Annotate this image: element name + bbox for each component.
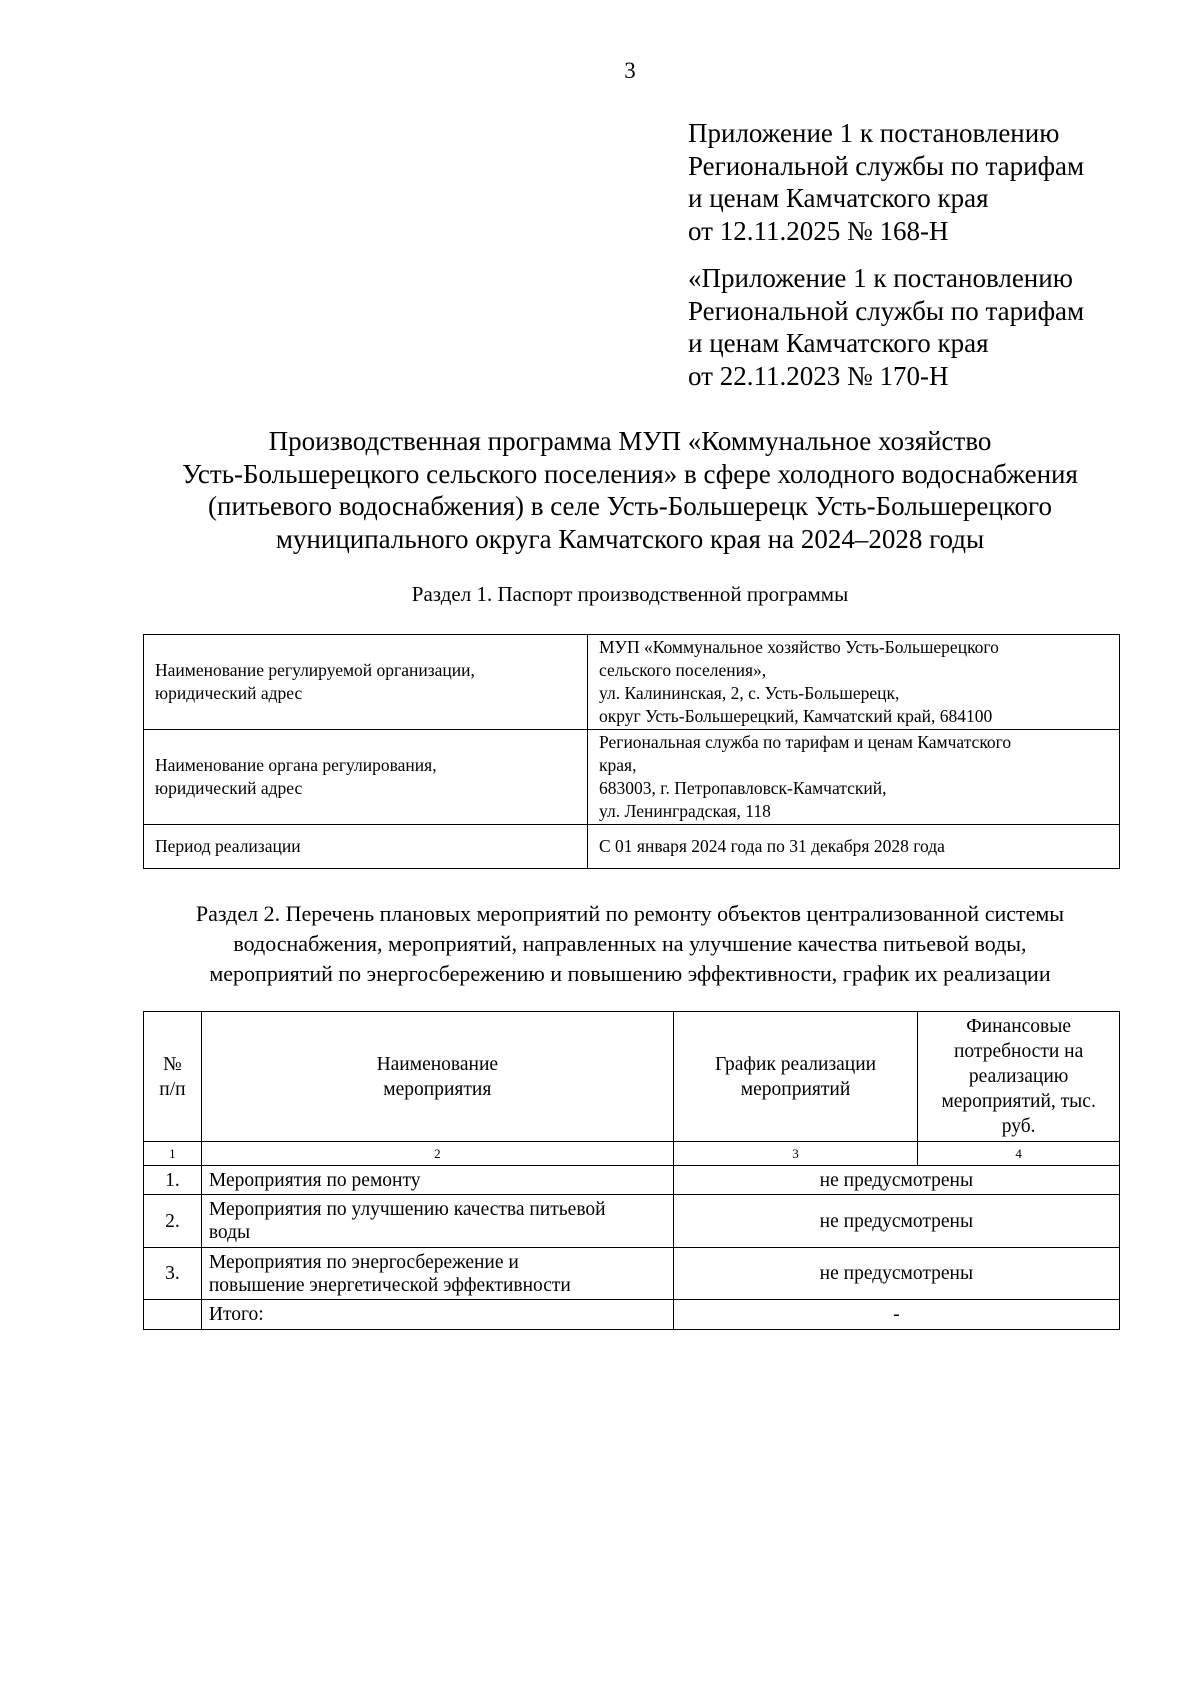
measure-status: не предусмотрены [673, 1248, 1119, 1300]
appendix-line: и ценам Камчатского края [688, 328, 989, 358]
cell-line: округ Усть-Большерецкий, Камчатский край, 684100 [599, 706, 993, 726]
column-index: 4 [918, 1142, 1120, 1166]
cell-line: 683003, г. Петропавловск-Камчатский, [599, 778, 887, 798]
appendix-line: «Приложение 1 к постановлению [688, 263, 1073, 293]
appendix-line: Приложение 1 к постановлению [688, 118, 1060, 148]
column-header-number [144, 1012, 202, 1142]
appendix-line: и ценам Камчатского края [688, 183, 989, 213]
cell-line: ул. Калининская, 2, с. Усть-Большерецк, [599, 683, 900, 703]
table-row [144, 825, 1120, 869]
passport-table [143, 634, 1120, 869]
measure-name [201, 1195, 673, 1248]
document-title [100, 425, 1160, 555]
measure-status: не предусмотрены [673, 1195, 1119, 1248]
table-header-row [144, 1012, 1120, 1142]
passport-label [144, 825, 588, 869]
cell-line: № [163, 1053, 182, 1075]
table-row [144, 1166, 1120, 1195]
cell-line: юридический адрес [155, 778, 303, 798]
column-header-name [201, 1012, 673, 1142]
appendix-line: Региональной службы по тарифам [688, 295, 1085, 326]
cell-line: руб. [1001, 1116, 1036, 1137]
cell-line: воды [208, 1222, 251, 1243]
title-line: (питьевого водоснабжения) в селе Усть-Большерецк Усть-Большерецкого [208, 491, 1052, 521]
appendix-reference-previous [688, 262, 1168, 392]
title-line: Усть-Большерецкого сельского поселения» в сфере холодного водоснабжения [182, 458, 1078, 489]
title-line: Производственная программа МУП «Коммунальное хозяйство [268, 426, 992, 456]
measures-table [143, 1011, 1120, 1330]
passport-value [588, 730, 1120, 825]
cell-line: повышение энергетической эффективности [208, 1274, 571, 1296]
cell-line: Мероприятия по улучшению качества питьевой [208, 1199, 606, 1220]
cell-line: юридический адрес [155, 683, 303, 703]
total-row [144, 1300, 1120, 1330]
title-line: муниципального округа Камчатского края на 2024–2028 годы [275, 523, 985, 554]
cell-line: края, [599, 755, 637, 775]
column-index: 2 [201, 1142, 673, 1166]
passport-value [588, 825, 1120, 869]
cell-line: Период реализации [155, 836, 301, 856]
heading-line: водоснабжения, мероприятий, направленных на улучшение качества питьевой воды, [233, 931, 1027, 956]
cell-line: График реализации [714, 1053, 877, 1075]
cell-line: реализацию [968, 1066, 1069, 1087]
section1-heading: Раздел 1. Паспорт производственной программы [411, 582, 849, 606]
cell-line: Финансовые [966, 1016, 1072, 1037]
total-value: - [673, 1300, 1119, 1330]
appendix-reference-current [688, 117, 1168, 247]
heading-line: мероприятий по энергосбережению и повышению эффективности, график их реализации [209, 961, 1051, 986]
passport-label [144, 635, 588, 730]
cell-line: Наименование регулируемой организации, [155, 660, 475, 680]
column-header-financing [918, 1012, 1120, 1142]
total-label: Итого: [201, 1300, 673, 1330]
measure-status: не предусмотрены [673, 1166, 1119, 1195]
row-number: 3. [144, 1248, 202, 1300]
cell-line: п/п [159, 1078, 186, 1100]
cell-line: Региональная служба по тарифам и ценам Камчатского [599, 732, 1012, 752]
heading-line: Раздел 2. Перечень плановых мероприятий по ремонту объектов централизованной системы [195, 901, 1065, 926]
cell-line: сельского поселения», [599, 660, 767, 680]
table-row [144, 730, 1120, 825]
section2-heading [100, 899, 1160, 989]
cell-line: С 01 января 2024 года по 31 декабря 2028 года [599, 836, 945, 856]
measure-name [201, 1166, 673, 1195]
column-index: 3 [673, 1142, 918, 1166]
cell-line: МУП «Коммунальное хозяйство Усть-Большерецкого [599, 637, 999, 657]
cell-line: Наименование [376, 1053, 499, 1075]
appendix-line: от 22.11.2023 № 170-Н [688, 360, 949, 391]
cell-line: мероприятий [740, 1078, 851, 1100]
appendix-line: от 12.11.2025 № 168-Н [688, 215, 949, 246]
table-row [144, 1195, 1120, 1248]
table-row [144, 1248, 1120, 1300]
cell-line: ул. Ленинградская, 118 [599, 801, 771, 821]
appendix-line: Региональной службы по тарифам [688, 150, 1085, 181]
row-number: 1. [144, 1166, 202, 1195]
column-header-schedule [673, 1012, 918, 1142]
cell-line: потребности на [954, 1041, 1084, 1062]
table-row [144, 635, 1120, 730]
column-index-row [144, 1142, 1120, 1166]
cell-line: мероприятия [383, 1078, 492, 1100]
column-index: 1 [144, 1142, 202, 1166]
cell-line: Мероприятия по ремонту [208, 1169, 421, 1191]
row-number-empty [144, 1300, 202, 1330]
page-number: 3 [624, 58, 636, 83]
measure-name [201, 1248, 673, 1300]
cell-line: мероприятий, тыс. [941, 1091, 1096, 1112]
passport-label [144, 730, 588, 825]
row-number: 2. [144, 1195, 202, 1248]
passport-value [588, 635, 1120, 730]
cell-line: Мероприятия по энергосбережение и [208, 1251, 519, 1273]
cell-line: Наименование органа регулирования, [155, 755, 437, 775]
